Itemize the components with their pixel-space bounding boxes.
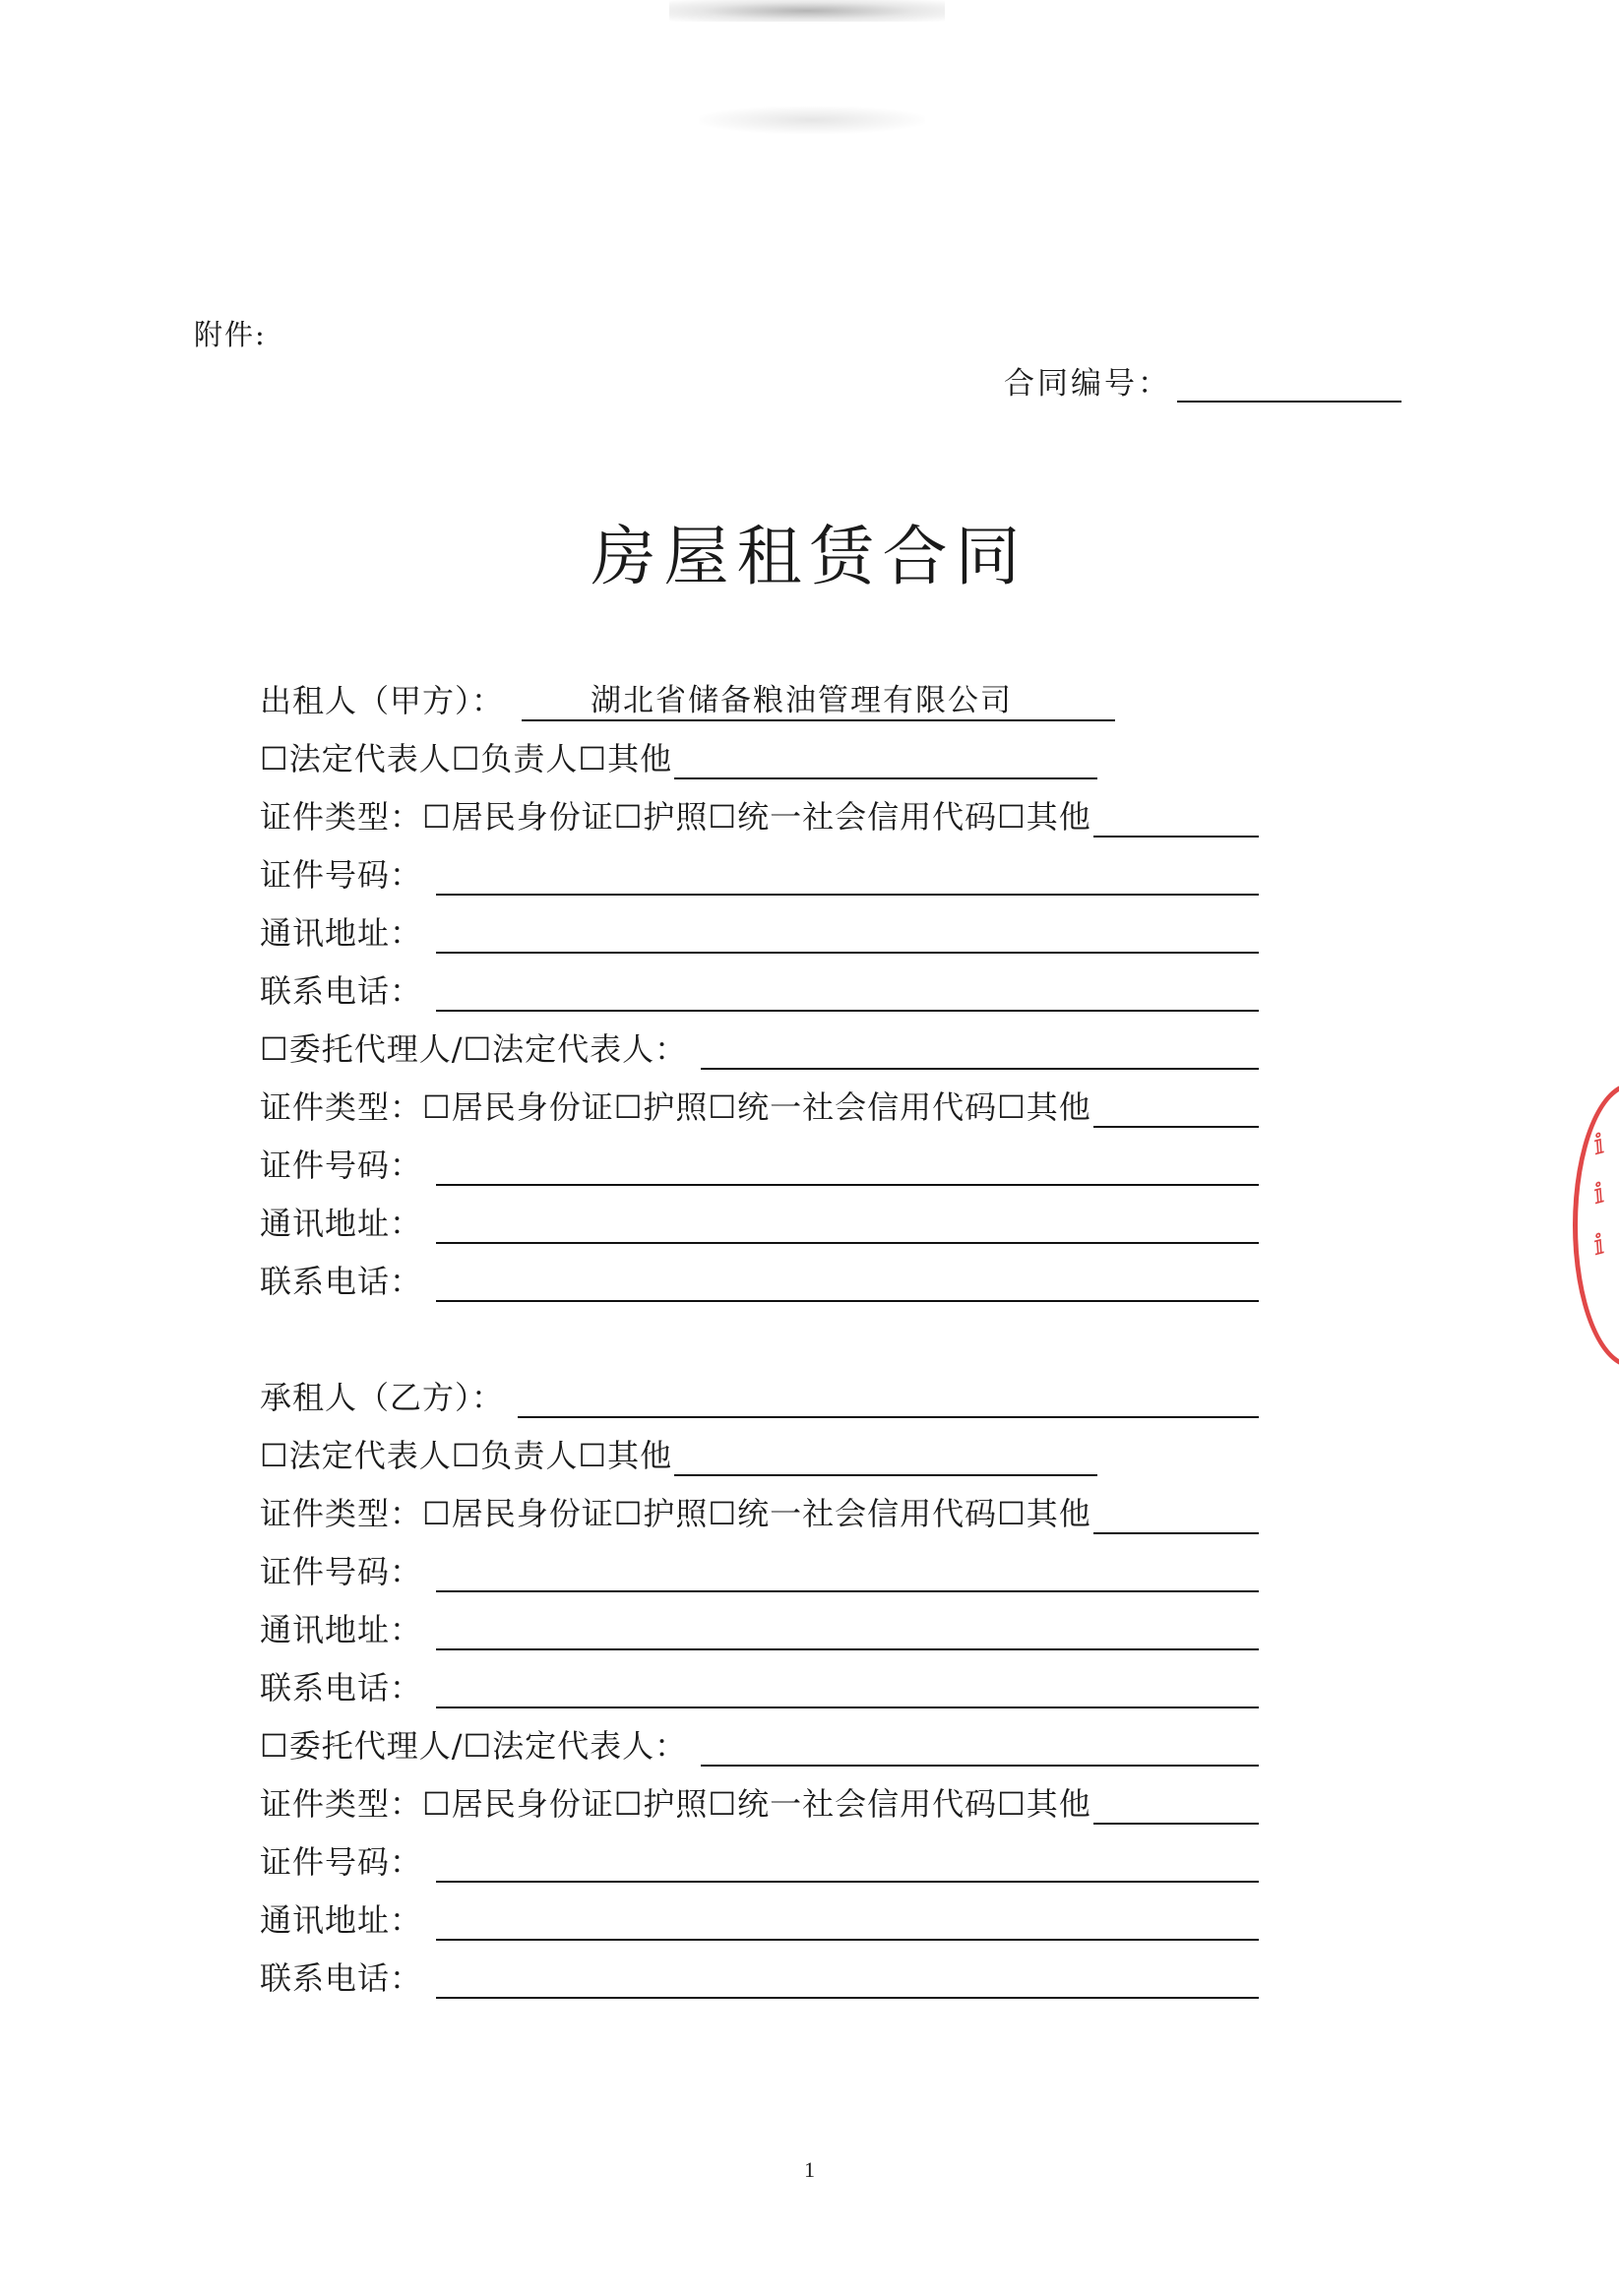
lessor-rep-label: ☐法定代表人☐负责人☐其他 [260, 740, 673, 777]
lessor-party-label: 出租人（甲方）： [260, 682, 505, 719]
document-title: 房屋租赁合同 [591, 519, 1028, 594]
lessor-agent-id-type-row [260, 1072, 1259, 1130]
lessee-party-blank[interactable] [518, 1381, 1259, 1418]
lessee-party-row [260, 1362, 1259, 1420]
lessor-agent-id-type-label: 证件类型：☐居民身份证☐护照☐统一社会信用代码☐其他 [260, 1088, 1091, 1126]
lessee-party-label: 承租人（乙方）： [260, 1379, 505, 1416]
lessor-rep-row [260, 723, 1259, 781]
lessor-address-row [260, 898, 1259, 956]
lessor-agent-address-label: 通讯地址： [260, 1205, 423, 1242]
lessor-phone-label: 联系电话： [260, 972, 423, 1010]
lessor-party-value[interactable]: 湖北省储备粮油管理有限公司 [522, 675, 1115, 721]
lessee-address-blank[interactable] [436, 1613, 1259, 1650]
lessee-address-row [260, 1594, 1259, 1652]
lessor-agent-id-type-blank[interactable] [1093, 1090, 1259, 1128]
lessee-phone-label: 联系电话： [260, 1669, 423, 1706]
lessee-rep-row [260, 1420, 1259, 1478]
lessor-agent-address-row [260, 1188, 1259, 1246]
lessee-rep-label: ☐法定代表人☐负责人☐其他 [260, 1437, 673, 1474]
lessee-phone-blank[interactable] [436, 1671, 1259, 1708]
party-info-form [260, 665, 1259, 2001]
attachment-label: 附件: [194, 318, 267, 351]
lessee-rep-blank[interactable] [674, 1439, 1097, 1476]
lessor-id-no-label: 证件号码： [260, 856, 423, 894]
lessee-agent-label: ☐委托代理人/☐法定代表人： [260, 1727, 688, 1765]
lessor-agent-phone-row [260, 1246, 1259, 1304]
lessee-id-type-blank[interactable] [1093, 1497, 1259, 1534]
lessee-agent-id-type-blank[interactable] [1093, 1787, 1259, 1825]
contract-number-blank[interactable] [1177, 367, 1401, 403]
lessor-address-label: 通讯地址： [260, 914, 423, 952]
lessee-phone-row [260, 1652, 1259, 1710]
lessor-agent-id-no-row [260, 1130, 1259, 1188]
lessor-agent-id-no-blank[interactable] [436, 1148, 1259, 1186]
lessee-agent-address-label: 通讯地址： [260, 1901, 423, 1939]
scan-artifact [699, 106, 925, 134]
seal-glyph-fragment: ⅈ [1589, 1127, 1609, 1161]
lessee-agent-id-no-row [260, 1827, 1259, 1885]
lessee-agent-id-no-label: 证件号码： [260, 1843, 423, 1881]
lessor-phone-blank[interactable] [436, 974, 1259, 1012]
lessor-party-row [260, 665, 1259, 723]
scan-artifact [669, 0, 945, 22]
page-number: 1 [804, 2157, 815, 2182]
lessor-agent-id-no-label: 证件号码： [260, 1147, 423, 1184]
lessee-id-no-label: 证件号码： [260, 1553, 423, 1590]
lessor-id-type-label: 证件类型：☐居民身份证☐护照☐统一社会信用代码☐其他 [260, 798, 1091, 836]
contract-number-field [1004, 358, 1401, 403]
lessor-agent-label: ☐委托代理人/☐法定代表人： [260, 1030, 688, 1068]
lessee-agent-phone-blank[interactable] [436, 1961, 1259, 1999]
lessee-agent-phone-row [260, 1943, 1259, 2001]
lessee-agent-id-no-blank[interactable] [436, 1845, 1259, 1883]
lessee-id-no-row [260, 1536, 1259, 1594]
lessor-agent-phone-blank[interactable] [436, 1265, 1259, 1302]
lessee-agent-address-row [260, 1885, 1259, 1943]
company-seal-partial [1573, 1083, 1619, 1368]
lessor-agent-blank[interactable] [701, 1032, 1259, 1070]
lessee-agent-blank[interactable] [701, 1729, 1259, 1767]
lessor-agent-address-blank[interactable] [436, 1207, 1259, 1244]
lessor-id-type-row [260, 781, 1259, 839]
lessor-rep-blank[interactable] [674, 742, 1097, 779]
lessor-id-type-blank[interactable] [1093, 800, 1259, 838]
lessor-agent-row [260, 1014, 1259, 1072]
lessee-address-label: 通讯地址： [260, 1611, 423, 1648]
lessee-agent-id-type-label: 证件类型：☐居民身份证☐护照☐统一社会信用代码☐其他 [260, 1785, 1091, 1823]
lessor-address-blank[interactable] [436, 916, 1259, 954]
lessor-phone-row [260, 956, 1259, 1014]
lessee-agent-address-blank[interactable] [436, 1903, 1259, 1941]
lessee-id-type-label: 证件类型：☐居民身份证☐护照☐统一社会信用代码☐其他 [260, 1495, 1091, 1532]
lessee-id-no-blank[interactable] [436, 1555, 1259, 1592]
lessee-agent-phone-label: 联系电话： [260, 1959, 423, 1997]
lessee-id-type-row [260, 1478, 1259, 1536]
seal-glyph-fragment: ⅈ [1589, 1227, 1609, 1262]
lessor-agent-phone-label: 联系电话： [260, 1263, 423, 1300]
lessee-agent-row [260, 1710, 1259, 1769]
lessor-id-no-blank[interactable] [436, 858, 1259, 896]
seal-glyph-fragment: ⅈ [1589, 1176, 1609, 1210]
contract-number-label: 合同编号： [1004, 366, 1171, 402]
lessor-id-no-row [260, 839, 1259, 898]
lessee-agent-id-type-row [260, 1769, 1259, 1827]
